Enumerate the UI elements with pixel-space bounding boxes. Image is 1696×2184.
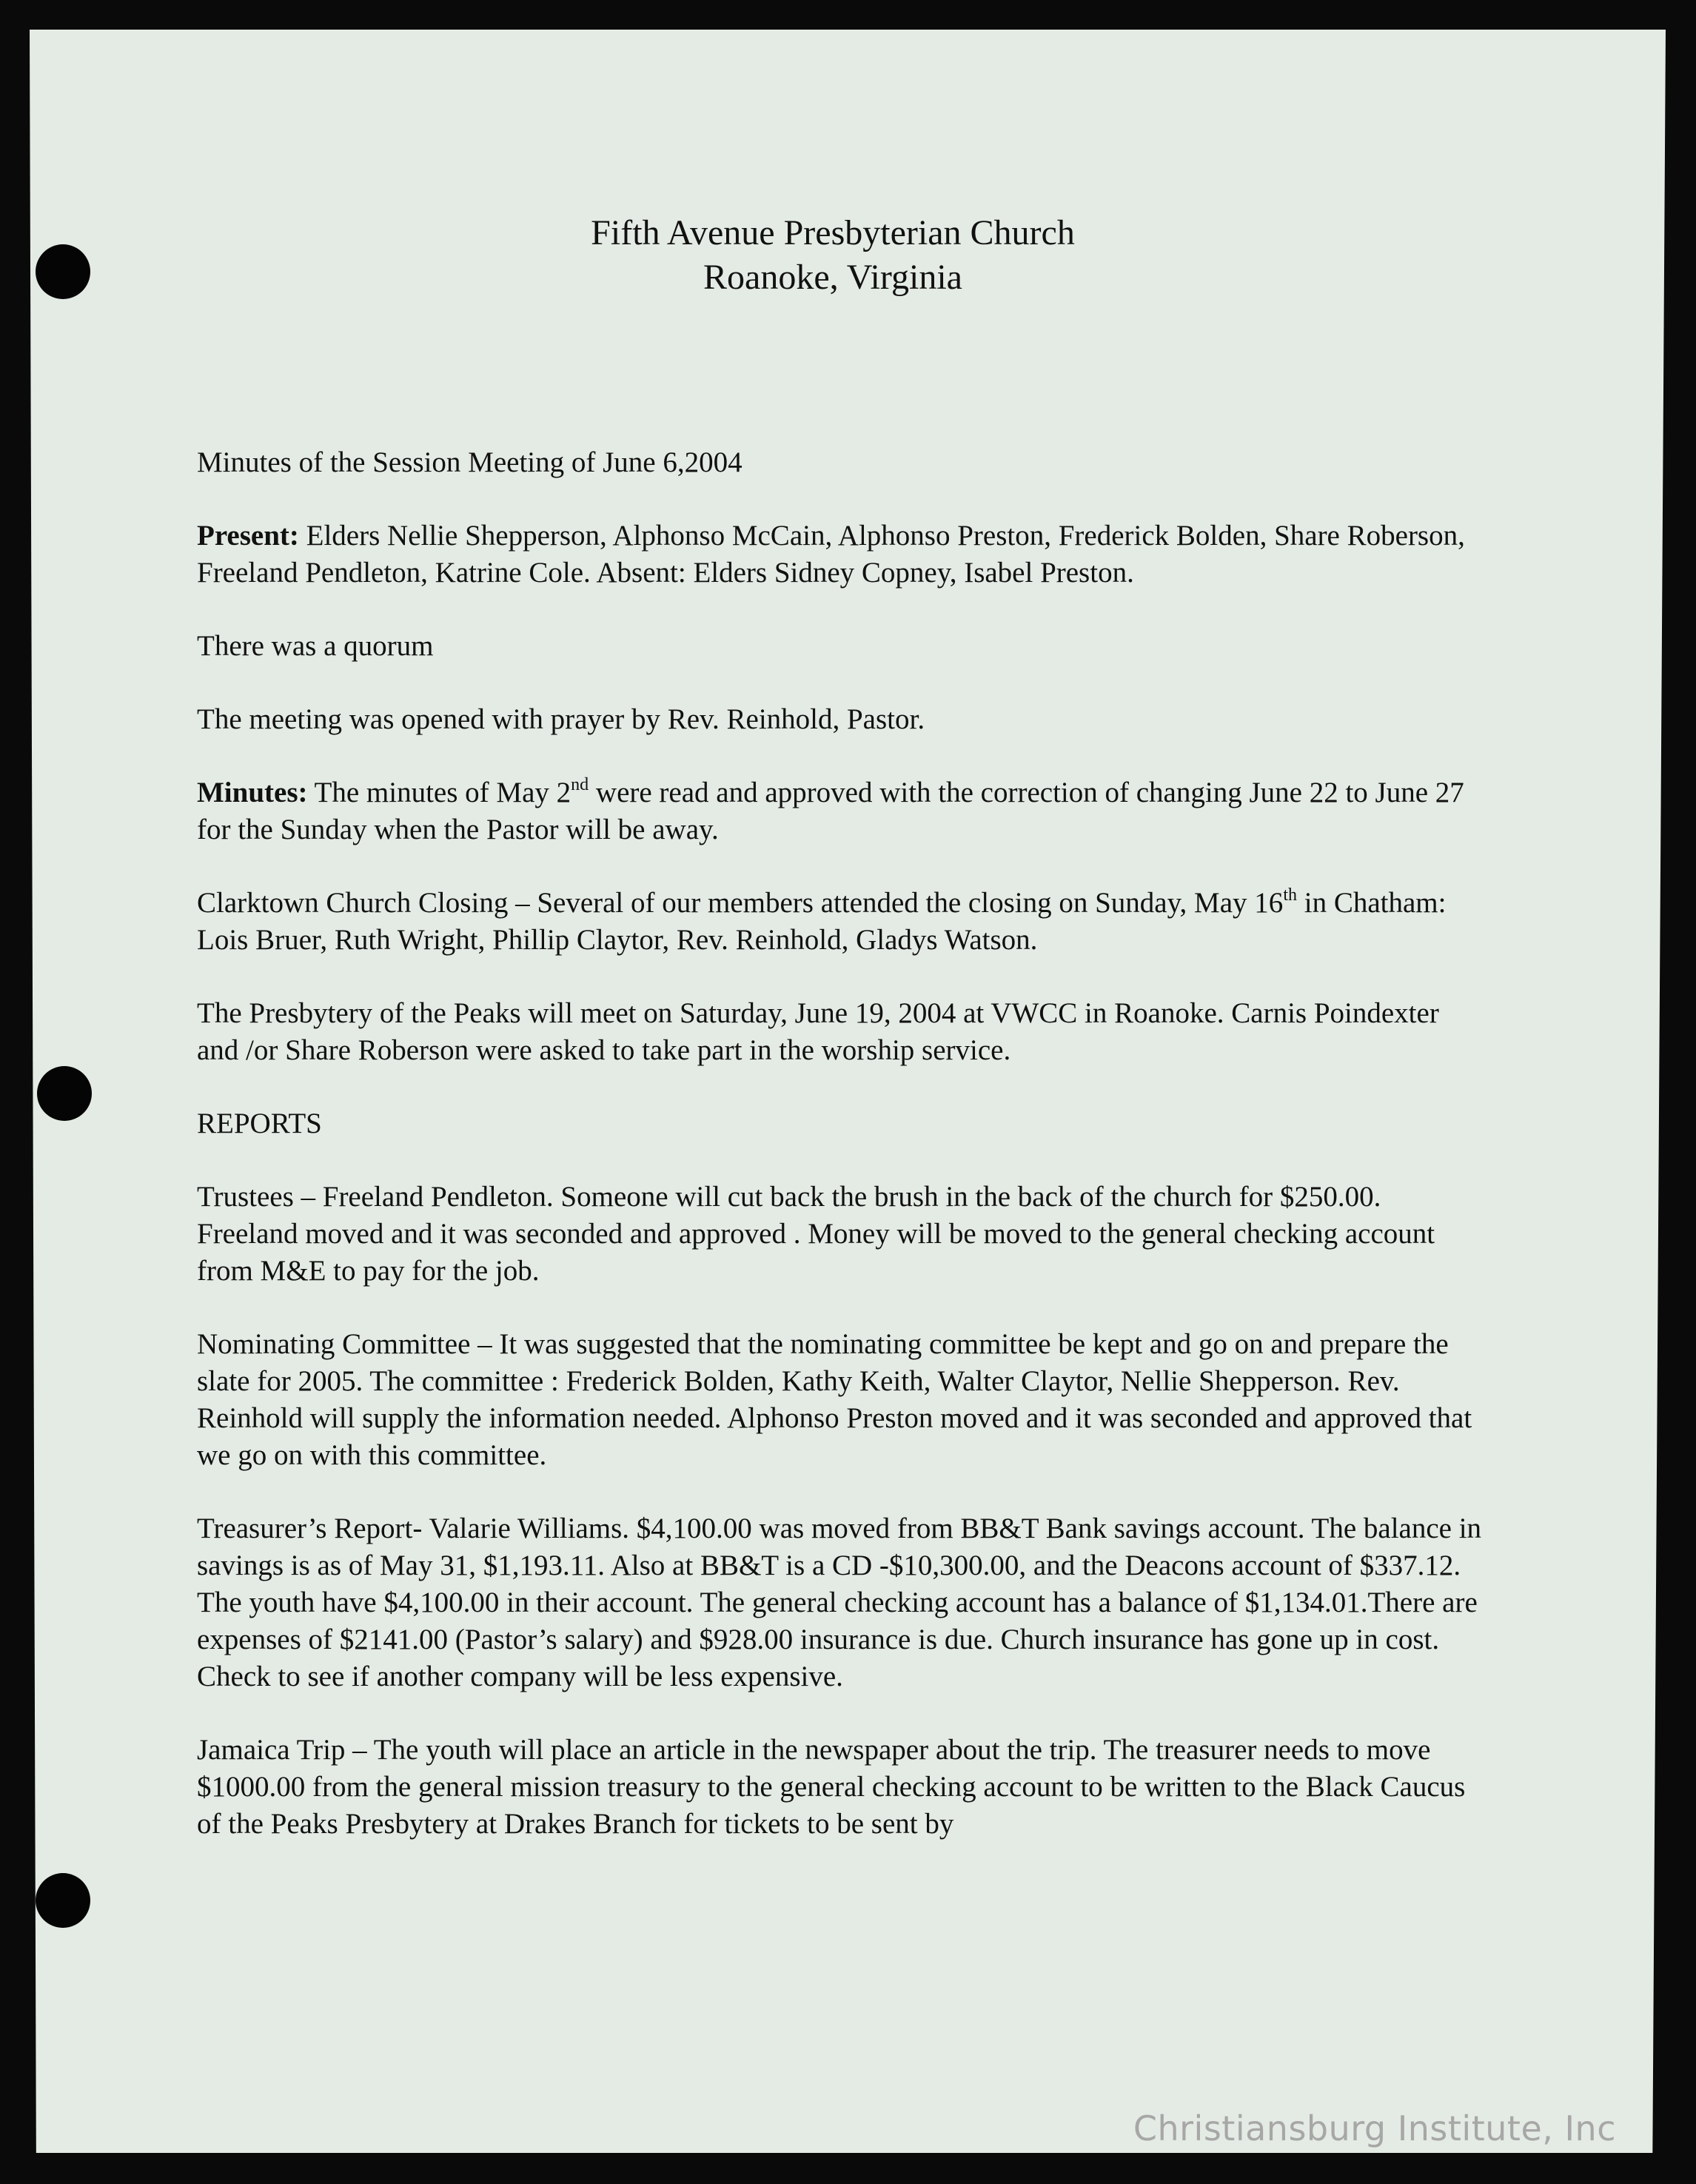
minutes-label: Minutes: xyxy=(197,777,308,808)
trustees-paragraph: Trustees – Freeland Pendleton. Someone will cut back the brush in the back of the church for $250.00. Freeland moved and it was seconded and approved . Money will be moved to the general checking account from M&E to pay for the job. xyxy=(197,1181,1435,1287)
church-name: Fifth Avenue Presbyterian Church xyxy=(591,213,1075,252)
minutes-text-after: were read and approved with the correction of changing June 22 to June 27 for the Sunday when the Pastor will be away. xyxy=(197,777,1464,845)
present-label: Present: xyxy=(197,520,299,552)
present-paragraph xyxy=(197,517,1485,592)
present-text: Elders Nellie Shepperson, Alphonso McCain, Alphonso Preston, Frederick Bolden, Share Roberson, Freeland Pendleton, Katrine Cole. Absent: Elders Sidney Copney, Isabel Preston. xyxy=(197,520,1465,589)
jamaica-paragraph: Jamaica Trip – The youth will place an article in the newspaper about the trip. The treasurer needs to move $1000.00 from the general mission treasury to the general checking account to be written to the Black Caucus of the Peaks Presbytery at Drakes Branch for tickets to be sent by xyxy=(197,1734,1466,1840)
church-location: Roanoke, Virginia xyxy=(703,258,962,297)
clarktown-ordinal: th xyxy=(1283,885,1297,905)
minutes-body xyxy=(197,444,1485,1879)
reports-heading: REPORTS xyxy=(197,1108,322,1139)
treasurer-paragraph: Treasurer’s Report- Valarie Williams. $4,100.00 was moved from BB&T Bank savings account. The balance in savings is as of May 31, $1,193.11. Also at BB&T is a CD -$10,300.00, and the Deacons account of $337.12. The youth have $4,100.00 in their account. The general checking account has a balance of $1,134.01.There are expenses of $2141.00 (Pastor’s salary) and $928.00 insurance is due. Church insurance has gone up in cost. Check to see if another company will be less expensive. xyxy=(197,1513,1482,1692)
clarktown-paragraph xyxy=(197,885,1485,959)
clarktown-text-before: Clarktown Church Closing – Several of our members attended the closing on Sunday, May 16 xyxy=(197,887,1284,919)
clarktown-text-after: in Chatham: Lois Bruer, Ruth Wright, Phillip Claytor, Rev. Reinhold, Gladys Watson. xyxy=(197,887,1447,956)
minutes-text-before: The minutes of May 2 xyxy=(307,777,572,808)
watermark: Christiansburg Institute, Inc xyxy=(1133,2108,1616,2148)
quorum-paragraph: There was a quorum xyxy=(197,630,434,662)
punch-hole-middle xyxy=(37,1066,92,1121)
punch-hole-bottom xyxy=(36,1873,90,1928)
presbytery-paragraph: The Presbytery of the Peaks will meet on Saturday, June 19, 2004 at VWCC in Roanoke. Carnis Poindexter and /or Share Roberson were asked to take part in the worship service. xyxy=(197,997,1439,1066)
minutes-paragraph xyxy=(197,774,1485,848)
minutes-title: Minutes of the Session Meeting of June 6,2004 xyxy=(197,446,743,478)
minutes-ordinal: nd xyxy=(571,775,589,794)
letterhead xyxy=(0,211,1666,300)
nominating-paragraph: Nominating Committee – It was suggested that the nominating committee be kept and go on and prepare the slate for 2005. The committee : Frederick Bolden, Kathy Keith, Walter Claytor, Nellie Shepperson. Rev. Reinhold will supply the information needed. Alphonso Preston moved and it was seconded and approved that we go on with this committee. xyxy=(197,1328,1472,1471)
opening-paragraph: The meeting was opened with prayer by Rev. Reinhold, Pastor. xyxy=(197,703,925,735)
